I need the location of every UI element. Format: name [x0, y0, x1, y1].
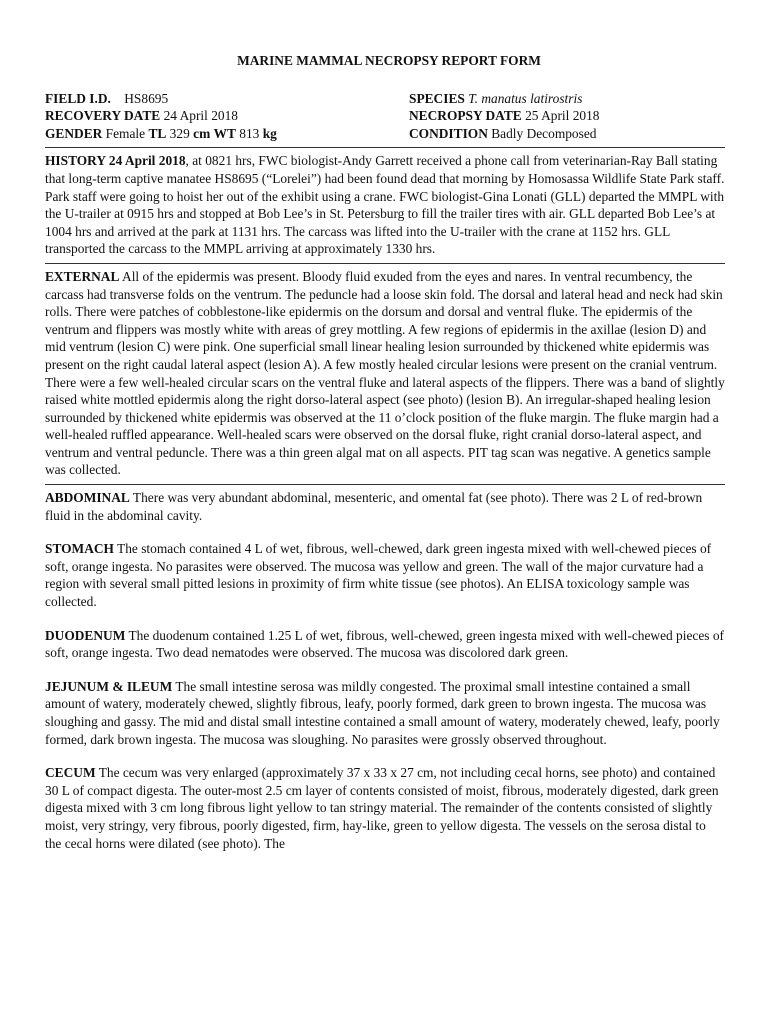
cecum-text: The cecum was very enlarged (approximately 37 x 33 x 27 cm, not including cecal horns, see photo) and contained 30 L of compact digesta. The outer-most 2.5 cm layer of contents consisted of moist, fibrous, moderately digested, dark green digesta mixed with 3 cm long fibrous light yellow to tan stringy material. The remainder of the contents consisted of slightly moist, very stringy, very fibrous, poorly digested, firm, hay-like, green to yellow digesta. The vessels on the serosa distal to the cecal horns were dilated (see photo). The — [45, 765, 719, 851]
condition-value: Badly Decomposed — [491, 125, 597, 141]
abdominal-text: There was very abundant abdominal, mesenteric, and omental fat (see photo). There was 2 L of red-brown fluid in the abdominal cavity. — [45, 490, 703, 523]
cecum-section — [45, 764, 725, 852]
paragraph-gap — [45, 748, 725, 764]
condition-row — [409, 125, 725, 143]
duodenum-section — [45, 627, 725, 662]
wt-label: WT — [213, 125, 236, 141]
abdominal-heading: ABDOMINAL — [45, 490, 130, 506]
metadata-left-column — [45, 90, 409, 143]
jejunum-ileum-heading: JEJUNUM & ILEUM — [45, 678, 173, 694]
gender-size-row — [45, 125, 409, 143]
tl-value: 329 — [169, 125, 190, 141]
external-text: All of the epidermis was present. Bloody fluid exuded from the eyes and nares. In ventral recumbency, the carcass had transverse folds on the ventrum. The peduncle had a loose skin fold. The dorsal and lateral head and neck had skin rolls. There were patches of cobblestone-like epidermis on the dorsum and dorsal and ventral fluke. The epidermis of the ventrum and flippers was mostly white with areas of grey mottling. A few regions of epidermis in the axillae (lesion D) and mid ventrum (lesion C) were pink. One superficial small linear healing lesion surrounded by thickened white epidermis was present on the right caudal lateral aspect (lesion A). A few mostly healed circular lesions were present on the cranial ventrum. There were a few well-healed circular scars on the ventral fluke and lateral aspects of the flippers. There was a band of slightly raised white mottled epidermis along the right dorso-lateral aspect (see photo) (lesion B). An irregular-shaped healing lesion surrounded by thickened white epidermis was observed at the 11 o’clock position of the fluke margin. The fluke margin had a well-healed ruffled appearance. Well-healed scars were observed on the dorsal fluke, right cranial dorso-lateral aspect, and ventrum and ventral peduncle. There was a thin green algal mat on all aspects. PIT tag scan was negative. A genetics sample was collected. — [45, 268, 725, 478]
necropsy-report-page — [45, 52, 725, 852]
species-row — [409, 90, 725, 108]
necropsy-date-label: NECROPSY DATE — [409, 108, 522, 124]
history-text: , at 0821 hrs, FWC biologist-Andy Garrett received a phone call from veterinarian-Ray Ball stating that long-term captive manatee HS8695 (“Lorelei”) had been found dead that morning by Homosassa Wildlife State Park staff. Park staff were going to hoist her out of the exhibit using a crane. FWC biologist-Gina Lonati (GLL) departed the MMPL with the U-trailer at 0915 hrs and stopped at Bob Lee’s in St. Petersburg to fill the trailer tires with air. GLL departed Bob Lee’s at 1004 hrs and arrived at the park at 1131 hrs. The carcass was lifted into the U-trailer with the crane at 1152 hrs. GLL transported the carcass to the MMPL arriving at approximately 1330 hrs. — [45, 153, 725, 257]
external-section — [45, 268, 725, 479]
necropsy-date-row — [409, 107, 725, 125]
field-id-label: FIELD I.D. — [45, 90, 111, 106]
history-section — [45, 152, 725, 258]
necropsy-date-value: 25 April 2018 — [525, 108, 600, 124]
field-id-value: HS8695 — [124, 90, 169, 106]
section-divider — [45, 263, 725, 264]
external-heading: EXTERNAL — [45, 268, 120, 284]
field-id-row — [45, 90, 409, 108]
paragraph-gap — [45, 662, 725, 678]
wt-value: 813 — [239, 125, 260, 141]
stomach-section — [45, 540, 725, 610]
paragraph-gap — [45, 611, 725, 627]
specimen-metadata — [45, 90, 725, 143]
section-divider — [45, 484, 725, 485]
jejunum-ileum-section — [45, 678, 725, 748]
duodenum-text: The duodenum contained 1.25 L of wet, fibrous, well-chewed, green ingesta mixed with well-chewed pieces of soft, orange ingesta. Two dead nematodes were observed. The mucosa was discolored dark green. — [45, 627, 725, 661]
condition-label: CONDITION — [409, 125, 488, 141]
species-value: T. manatus latirostris — [468, 90, 583, 106]
abdominal-section — [45, 489, 725, 524]
paragraph-gap — [45, 524, 725, 540]
form-title: MARINE MAMMAL NECROPSY REPORT FORM — [237, 53, 541, 68]
cecum-heading: CECUM — [45, 765, 96, 781]
tl-label: TL — [148, 125, 167, 141]
wt-unit: kg — [262, 125, 277, 141]
section-divider — [45, 147, 725, 148]
recovery-date-row — [45, 107, 409, 125]
gender-value: Female — [105, 125, 146, 141]
stomach-text: The stomach contained 4 L of wet, fibrous, well-chewed, dark green ingesta mixed with well-chewed pieces of soft, orange ingesta. No parasites were observed. The mucosa was yellow and green. The wall of the major curvature had a region with several small pitted lesions in proximity of firm white tissue (see photos). An ELISA toxicology sample was collected. — [45, 541, 712, 610]
jejunum-ileum-text: The small intestine serosa was mildly congested. The proximal small intestine contained a small amount of watery, moderately chewed, slightly fibrous, leafy, poorly formed, dark green to brown ingesta. The mucosa was sloughing and gassy. The mid and distal small intestine contained a small amount of watery, moderately chewed, leafy, poorly formed, dark brown ingesta. The mucosa was sloughing. No parasites were grossly observed throughout. — [45, 678, 720, 747]
duodenum-heading: DUODENUM — [45, 627, 126, 643]
stomach-heading: STOMACH — [45, 541, 114, 557]
species-label: SPECIES — [409, 90, 465, 106]
tl-unit: cm — [193, 125, 211, 141]
metadata-right-column — [409, 90, 725, 143]
recovery-date-value: 24 April 2018 — [163, 108, 238, 124]
gender-label: GENDER — [45, 125, 103, 141]
history-heading: HISTORY 24 April 2018 — [45, 153, 186, 169]
recovery-date-label: RECOVERY DATE — [45, 108, 161, 124]
